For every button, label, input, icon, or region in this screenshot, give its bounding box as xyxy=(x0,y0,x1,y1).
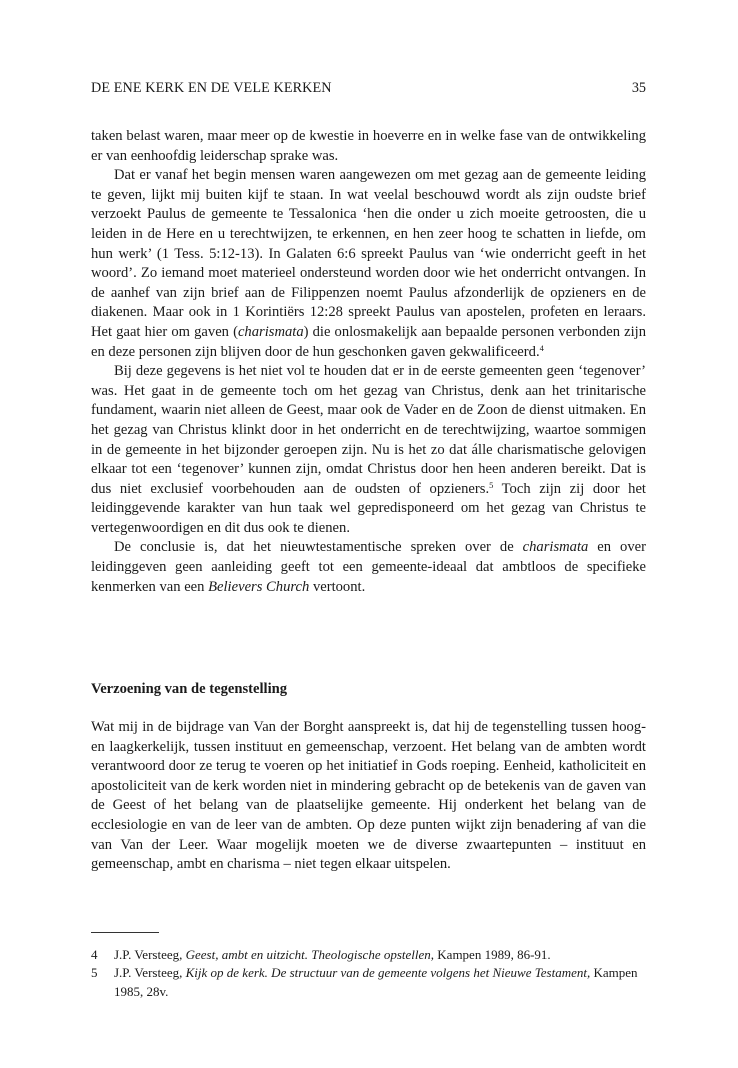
paragraph-4-text-b: en over leidinggeven geen aanleiding geeft tot een gemeente-ideaal dat ambtloos de specifieke kenmerken van een xyxy=(91,539,646,595)
footnote-ref-4: 4 xyxy=(539,342,544,353)
main-text xyxy=(91,127,646,597)
paragraph-3 xyxy=(91,362,646,538)
footnote-title: Geest, ambt en uitzicht. Theologische opstellen, xyxy=(185,947,435,962)
paragraph-2-emphasis: charismata xyxy=(237,323,304,340)
footnote-rest: Kampen 1989, 86-91. xyxy=(434,947,551,962)
footnotes xyxy=(91,946,646,1001)
section-heading: Verzoening van de tegenstelling xyxy=(91,681,288,697)
paragraph-5: Wat mij in de bijdrage van Van der Borght aanspreekt is, dat hij de tegenstelling tussen hoog- en laagkerkelijk, tussen instituut en gemeenschap, verzoent. Het belang van de ambten wordt verantwoord door ze terug te voeren op het initiatief in Gods roeping. Eenheid, katholiciteit en apostoliciteit van de kerk worden niet in mindering gebracht op de betekenis van de gaven van de Geest of het belang van de plaatselijke gemeente. Hij onderkent het belang van de ecclesiologie en van de leer van de ambten. Op deze punten wijkt zijn benadering af van die van Van der Leer. Waar mogelijk moeten we de diverse zwaartepunten – instituut en gemeenschap, ambt en charisma – niet tegen elkaar uitspelen. xyxy=(91,719,646,873)
page-number: 35 xyxy=(631,80,646,96)
paragraph-1: taken belast waren, maar meer op de kwestie in hoeverre en in welke fase van de ontwikkeling er van eenhoofdig leiderschap sprake was. xyxy=(91,128,646,164)
footnote-4 xyxy=(91,946,646,964)
running-title: DE ENE KERK EN DE VELE KERKEN xyxy=(91,80,332,96)
paragraph-3-text-b: Toch zijn zij door het leidinggevende karakter van hun taak wel gepredisponeerd om het gezag van Christus te vertegenwoordigen en dit dus ook te dienen. xyxy=(91,480,646,536)
footnote-5 xyxy=(91,964,646,1001)
paragraph-4-emphasis-2: Believers Church xyxy=(208,578,310,595)
paragraph-4 xyxy=(91,538,646,597)
paragraph-2 xyxy=(91,166,646,362)
paragraph-4-emphasis-1: charismata xyxy=(522,539,589,556)
footnote-title: Kijk op de kerk. De structuur van de gemeente volgens het Nieuwe Testament, xyxy=(185,965,591,981)
footnote-rest: Kampen 1985, 28v. xyxy=(114,965,638,999)
footnote-number: 4 xyxy=(91,947,98,962)
footnote-author: J.P. Versteeg, xyxy=(114,965,186,981)
footnote-divider xyxy=(91,932,159,933)
footnote-number: 5 xyxy=(91,965,98,981)
paragraph-4-text-a: De conclusie is, dat het nieuwtestamentische spreken over de xyxy=(114,539,523,556)
footnote-ref-5: 5 xyxy=(489,479,494,490)
paragraph-2-text-b: ) die onlosmakelijk aan bepaalde personen verbonden zijn en deze personen zijn blijven door de hun geschonken gaven gekwalificeerd. xyxy=(91,323,646,360)
paragraph-4-text-c: vertoont. xyxy=(309,578,366,595)
footnote-author: J.P. Versteeg, xyxy=(114,947,186,962)
section-body xyxy=(91,718,646,875)
paragraph-2-text-a: Dat er vanaf het begin mensen waren aangewezen om met gezag aan de gemeente leiding te geven, lijkt mij buiten kijf te staan. In wat veelal beschouwd wordt als zijn oudste brief verzoekt Paulus de gemeente te Tessalonica ‘hen die onder u zich moeite getroosten, die u leiden in de Here en u terechtwijzen, te erkennen, en hen zeer hoog te schatten in liefde, om hun werk’ (1 Tess. 5:12-13). In Galaten 6:6 spreekt Paulus van ‘wie onderricht geeft in het woord’. Zo iemand moet materieel ondersteund worden door wie het onderricht ontvangen. In de aanhef van zijn brief aan de Filippenzen noemt Paulus afzonderlijk de opzieners en de diakenen. Maar ook in 1 Korintiërs 12:28 spreekt Paulus van apostelen, profeten en leraars. Het gaat hier om gaven ( xyxy=(91,167,646,340)
paragraph-3-text-a: Bij deze gegevens is het niet vol te houden dat er in de eerste gemeenten geen ‘tegenover’ was. Het gaat in de gemeente toch om het gezag van Christus, denk aan het trinitarische fundament, waarin niet alleen de Geest, maar ook de Vader en de Zoon de dienst uitmaken. En het gezag van Christus klinkt door in het onderricht en de terechtwijzing, waartoe sommigen in de gemeente in het bijzonder geroepen zijn. Nu is het zo dat álle charismatische gelovigen elkaar tot een ‘tegenover’ kunnen zijn, omdat Christus door hen heen anderen bereikt. Dat is dus niet exclusief voorbehouden aan de oudsten of opzieners. xyxy=(91,363,646,497)
